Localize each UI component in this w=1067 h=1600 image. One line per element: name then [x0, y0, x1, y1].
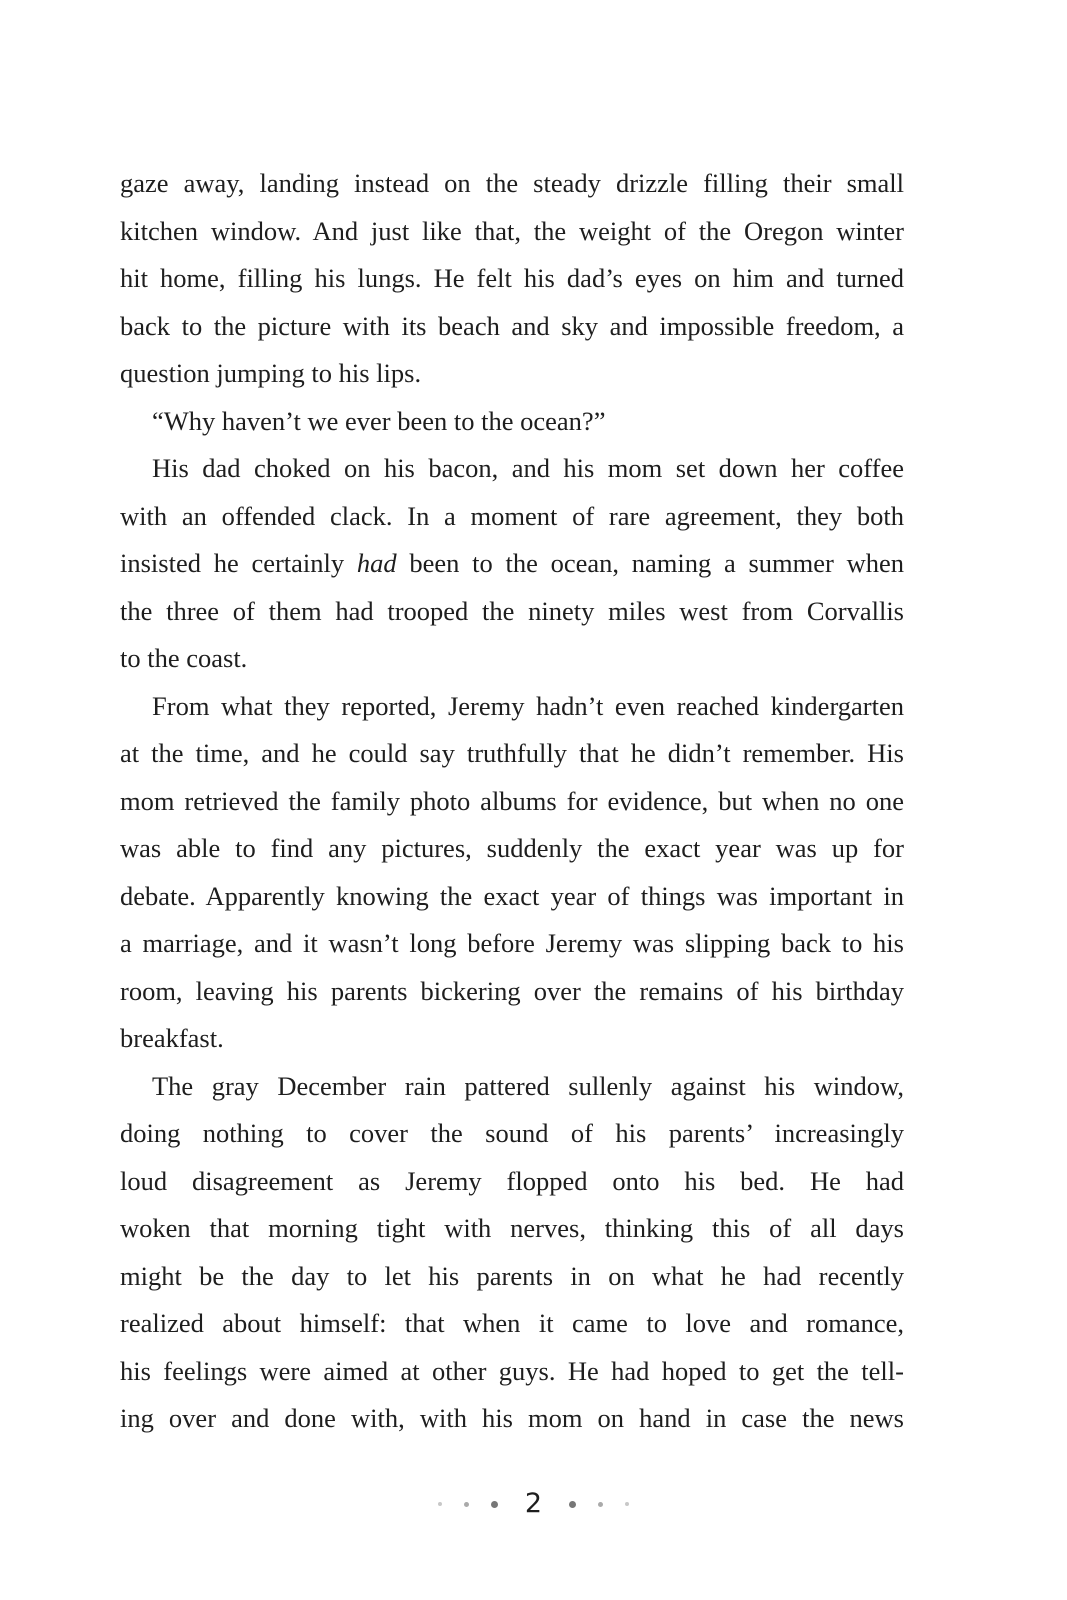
page-number-footer [0, 1488, 1067, 1528]
body-text [120, 160, 904, 1443]
dot-icon [438, 1502, 442, 1506]
text-line: ing over and done with, with his mom on hand in case the news [120, 1403, 904, 1433]
text-line: The gray December rain pattered sullenly against his window, [152, 1070, 904, 1101]
page-number: 2 [524, 1488, 543, 1519]
text-line: gaze away, landing instead on the steady drizzle filling their small [120, 168, 904, 198]
text-line: hit home, filling his lungs. He felt his dad’s eyes on him and turned [120, 263, 904, 293]
ornament-dots-left [427, 1489, 509, 1519]
text-line: at the time, and he could say truthfully that he didn’t remember. His [120, 738, 904, 768]
dot-icon [625, 1502, 629, 1506]
text-line: mom retrieved the family photo albums for evidence, but when no one [120, 785, 904, 816]
ornament-dots-right [558, 1489, 640, 1519]
text-line: back to the picture with its beach and sky and impossible freedom, a [120, 310, 904, 341]
text-line: to the coast. [120, 643, 248, 673]
text-line: His dad choked on his bacon, and his mom set down her coffee [152, 453, 904, 483]
dot-icon [569, 1501, 576, 1508]
text-line: debate. Apparently knowing the exact year of things was important in [120, 880, 904, 911]
text-line: doing nothing to cover the sound of his parents’ increasingly [120, 1118, 904, 1148]
text-line: the three of them had trooped the ninety miles west from Corvallis [120, 595, 904, 626]
text-line: with an offended clack. In a moment of rare agreement, they both [120, 500, 904, 531]
text-line: question jumping to his lips. [120, 358, 422, 388]
text-line: a marriage, and it wasn’t long before Jeremy was slipping back to his [120, 928, 904, 958]
text-line: breakfast. [120, 1023, 224, 1053]
dot-icon [491, 1501, 498, 1508]
text-line: insisted he certainly had been to the ocean, naming a summer when [120, 548, 904, 578]
text-line: woken that morning tight with nerves, thinking this of all days [120, 1213, 904, 1243]
text-line: kitchen window. And just like that, the weight of the Oregon winter [120, 215, 904, 246]
emphasis: had [356, 548, 397, 578]
dot-icon [598, 1502, 603, 1507]
text-line: was able to find any pictures, suddenly the exact year was up for [120, 833, 904, 863]
text-line: “Why haven’t we ever been to the ocean?” [152, 405, 606, 436]
text-line: his feelings were aimed at other guys. He had hoped to get the tell- [120, 1355, 904, 1386]
text-line: From what they reported, Jeremy hadn’t even reached kindergarten [152, 690, 904, 721]
text-line: realized about himself: that when it came to love and romance, [120, 1308, 904, 1338]
text-line: loud disagreement as Jeremy flopped onto his bed. He had [120, 1165, 904, 1196]
text-line: room, leaving his parents bickering over the remains of his birthday [120, 975, 904, 1006]
dot-icon [464, 1502, 469, 1507]
text-line: might be the day to let his parents in on what he had recently [120, 1260, 904, 1291]
